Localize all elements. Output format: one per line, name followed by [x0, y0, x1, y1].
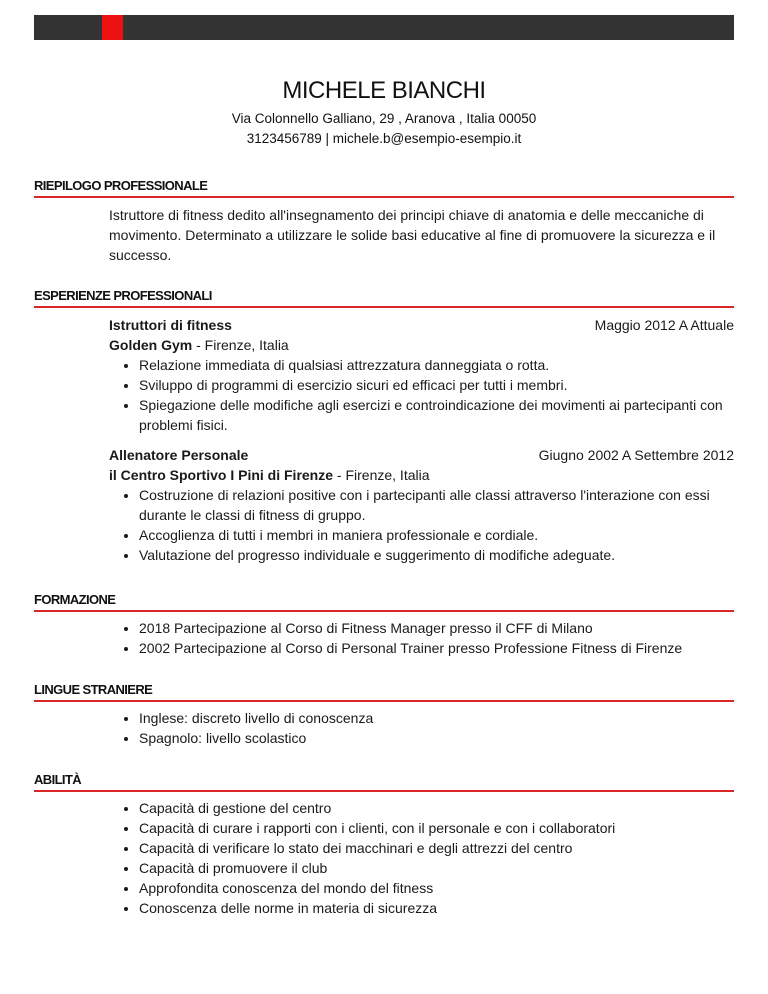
- candidate-name: MICHELE BIANCHI: [282, 77, 486, 104]
- job-entry: [109, 315, 734, 435]
- job-location: - Firenze, Italia: [192, 337, 289, 353]
- list-item: • Capacità di promuovere il club: [139, 858, 734, 878]
- list-item: • 2002 Partecipazione al Corso di Personal Trainer presso Professione Fitness di Firenze: [139, 638, 734, 658]
- job-bullets: [109, 485, 734, 565]
- job-dates: Giugno 2002 A Settembre 2012: [538, 447, 734, 463]
- section-title-skills: ABILITÀ: [34, 772, 734, 792]
- list-item: • Spagnolo: livello scolastico: [139, 728, 734, 748]
- languages-section: [34, 682, 734, 748]
- section-title-summary: RIEPILOGO PROFESSIONALE: [34, 178, 734, 198]
- job-company-line: [109, 335, 734, 355]
- list-item: • Approfondita conoscenza del mondo del fitness: [139, 878, 734, 898]
- job-dates: Maggio 2012 A Attuale: [594, 317, 734, 333]
- job-bullets: [109, 355, 734, 435]
- list-item: • Capacità di curare i rapporti con i clienti, con il personale e con i collaboratori: [139, 818, 734, 838]
- list-item: • Sviluppo di programmi di esercizio sicuri ed efficaci per tutti i membri.: [139, 375, 734, 395]
- summary-section: [34, 178, 734, 265]
- job-role: Allenatore Personale: [109, 447, 249, 463]
- list-item: • Capacità di verificare lo stato dei macchinari e degli attrezzi del centro: [139, 838, 734, 858]
- top-bar-accent: [102, 15, 123, 40]
- list-item: • 2018 Partecipazione al Corso di Fitness Manager presso il CFF di Milano: [139, 618, 734, 638]
- list-item: • Accoglienza di tutti i membri in maniera professionale e cordiale.: [139, 525, 734, 545]
- list-item: • Conoscenza delle norme in materia di sicurezza: [139, 898, 734, 918]
- list-item: • Capacità di gestione del centro: [139, 798, 734, 818]
- education-section: [34, 592, 734, 658]
- skills-section: [34, 772, 734, 918]
- section-title-education: FORMAZIONE: [34, 592, 734, 612]
- education-list: [109, 618, 734, 658]
- job-entry: [109, 445, 734, 565]
- job-company: il Centro Sportivo I Pini di Firenze: [109, 467, 334, 483]
- top-bar: [34, 15, 734, 40]
- summary-text: Istruttore di fitness dedito all'insegnamento dei principi chiave di anatomia e delle meccaniche di movimento. Determinato a utilizzare le solide basi educative al fine di promuovere la sicurezza e il successo.: [109, 207, 716, 263]
- job-location: - Firenze, Italia: [333, 467, 430, 483]
- list-item: • Inglese: discreto livello di conoscenza: [139, 708, 734, 728]
- job-role: Istruttori di fitness: [109, 317, 232, 333]
- skills-list: [109, 798, 734, 918]
- contact-block: [0, 109, 768, 149]
- languages-list: [109, 708, 734, 748]
- address-line: Via Colonnello Galliano, 29 , Aranova , Italia 00050: [231, 111, 537, 126]
- section-title-languages: LINGUE STRANIERE: [34, 682, 734, 702]
- list-item: • Relazione immediata di qualsiasi attrezzatura danneggiata o rotta.: [139, 355, 734, 375]
- resume-header: [0, 73, 768, 149]
- phone-email-line: 3123456789 | michele.b@esempio-esempio.it: [246, 131, 522, 146]
- job-company: Golden Gym: [109, 337, 193, 353]
- job-company-line: [109, 465, 734, 485]
- list-item: • Spiegazione delle modifiche agli esercizi e controindicazione dei movimenti ai partecipanti con problemi fisici.: [139, 395, 734, 435]
- list-item: • Costruzione di relazioni positive con i partecipanti alle classi attraverso l'interazione con essi durante le classi di fitness di gruppo.: [139, 485, 734, 525]
- section-title-experience: ESPERIENZE PROFESSIONALI: [34, 288, 734, 308]
- experience-section: [34, 288, 734, 575]
- list-item: • Valutazione del progresso individuale e suggerimento di modifiche adeguate.: [139, 545, 734, 565]
